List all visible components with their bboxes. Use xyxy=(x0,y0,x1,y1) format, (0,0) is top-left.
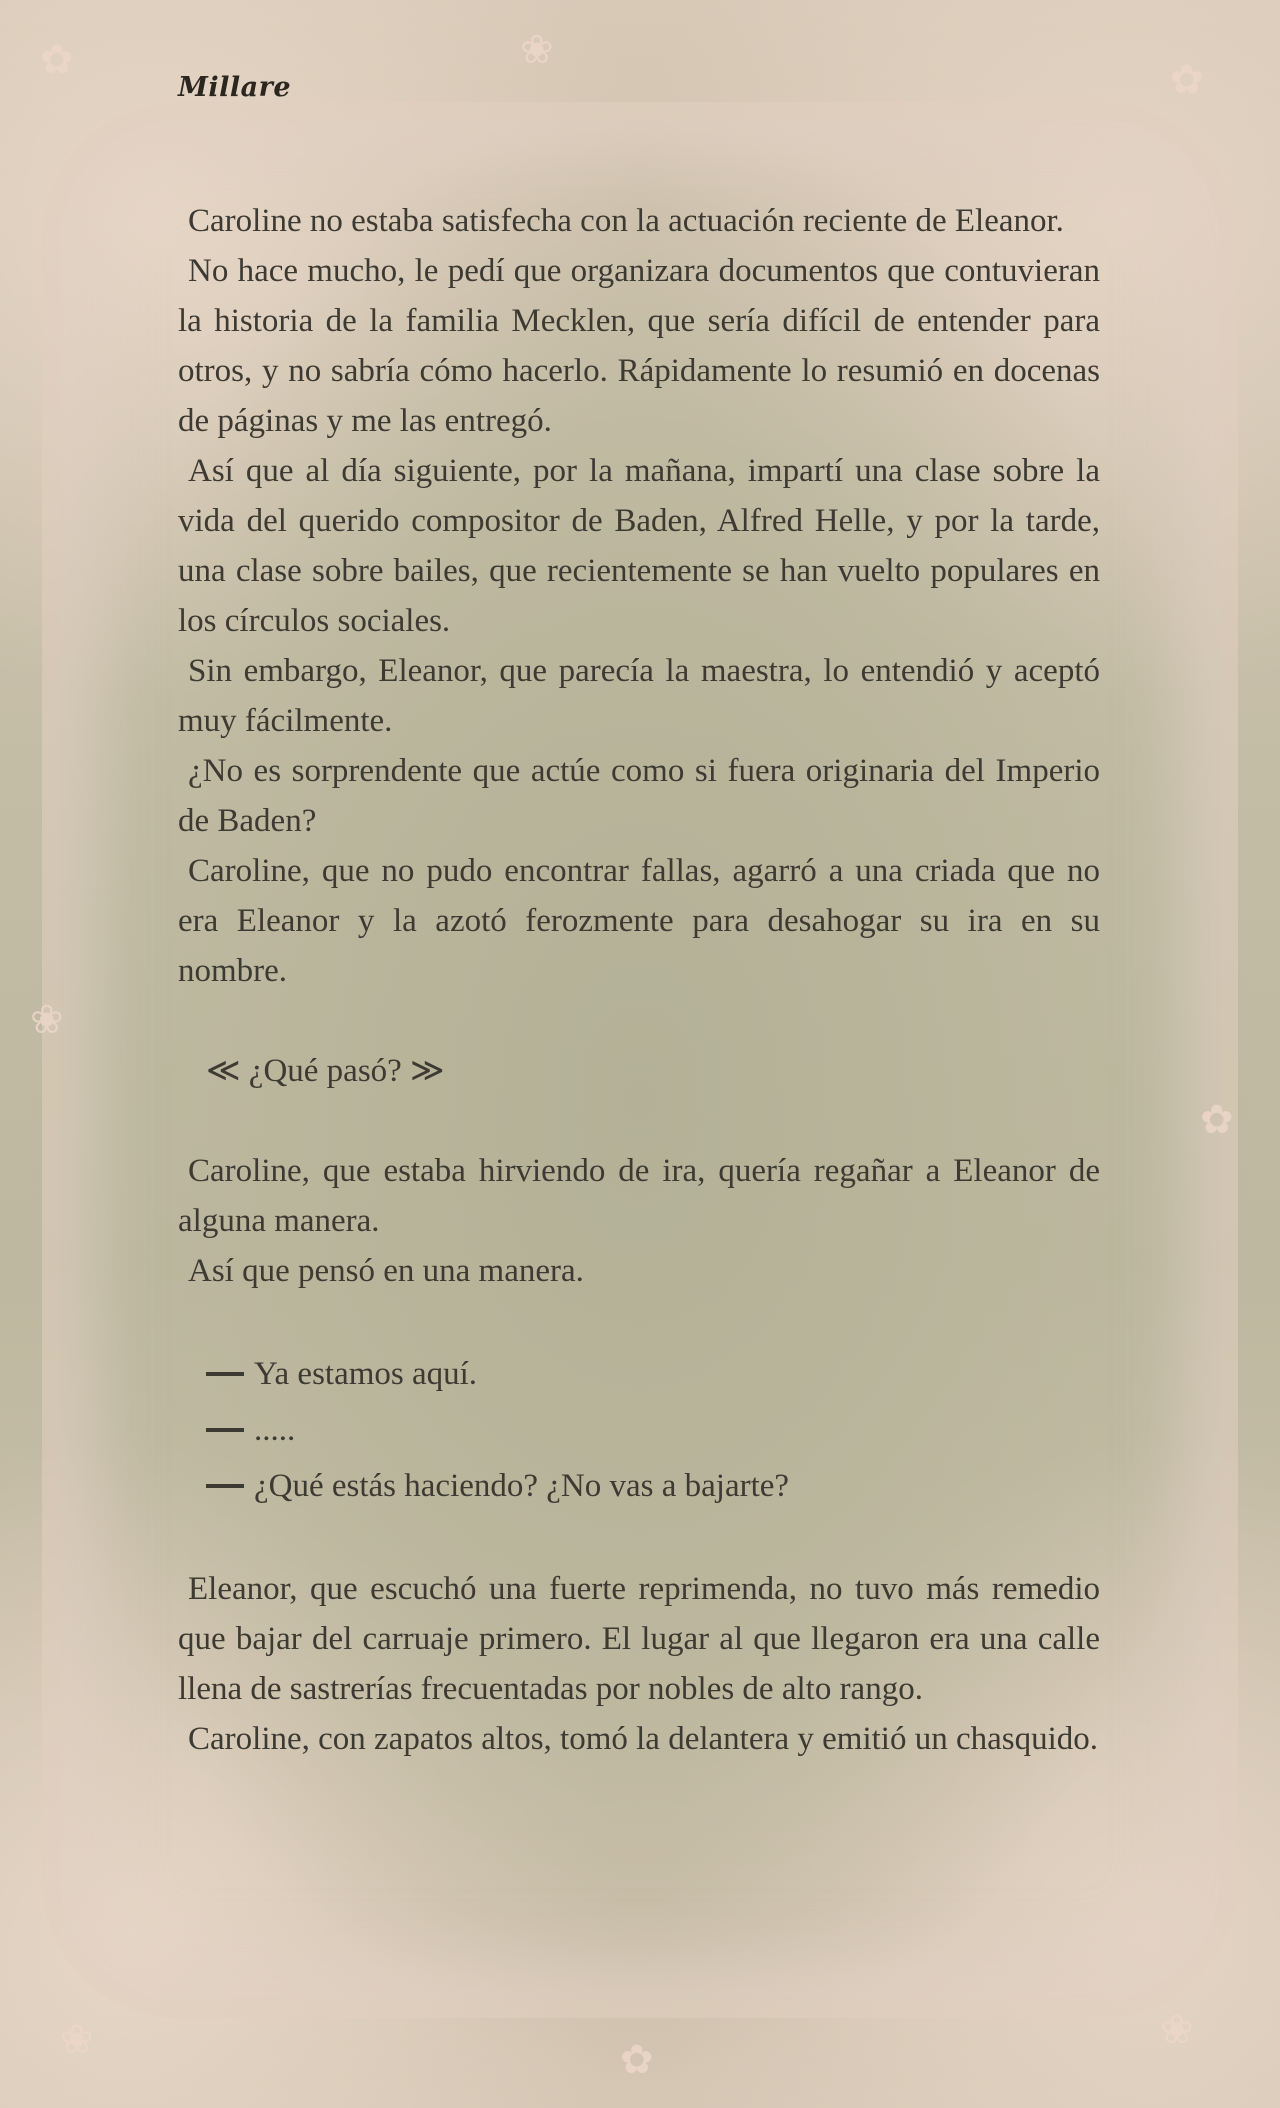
page-body xyxy=(178,196,1100,1764)
flower-ornament-icon: ❀ xyxy=(520,27,554,73)
paragraph: Caroline, que estaba hirviendo de ira, quería regañar a Eleanor de alguna manera. xyxy=(178,1153,1100,1239)
dialogue-text: ¿Qué estás haciendo? ¿No vas a bajarte? xyxy=(254,1468,790,1504)
spacer xyxy=(178,1296,1100,1346)
spacer xyxy=(178,1514,1100,1564)
dialogue-text: ..... xyxy=(254,1412,296,1448)
paragraph: Eleanor, que escuchó una fuerte reprimenda, no tuvo más remedio que bajar del carruaje primero. El lugar al que llegaron era una calle llena de sastrerías frecuentadas por nobles de alto rango. xyxy=(178,1571,1100,1707)
paragraph: Caroline, que no pudo encontrar fallas, agarró a una criada que no era Eleanor y la azotó ferozmente para desahogar su ira en su nombre. xyxy=(178,853,1100,989)
flower-ornament-icon: ❀ xyxy=(60,2017,94,2063)
paragraph: Sin embargo, Eleanor, que parecía la maestra, lo entendió y aceptó muy fácilmente. xyxy=(178,653,1100,739)
flower-ornament-icon: ✿ xyxy=(1170,57,1204,103)
paragraph: Caroline no estaba satisfecha con la actuación reciente de Eleanor. xyxy=(188,203,1064,239)
flower-ornament-icon: ✿ xyxy=(40,37,74,83)
em-dash-mark xyxy=(206,1428,244,1432)
dialogue-line xyxy=(178,1402,1100,1458)
book-title-header: Millare xyxy=(178,72,292,103)
paragraph: ¿No es sorprendente que actúe como si fuera originaria del Imperio de Baden? xyxy=(178,753,1100,839)
scene-break: ≪ ¿Qué pasó? ≫ xyxy=(206,1053,445,1089)
dialogue-text: Ya estamos aquí. xyxy=(254,1356,478,1392)
paragraph: No hace mucho, le pedí que organizara documentos que contuvieran la historia de la familia Mecklen, que sería difícil de entender para otros, y no sabría cómo hacerlo. Rápidamente lo resumió en docenas de páginas y me las entregó. xyxy=(178,253,1100,439)
flower-ornament-icon: ✿ xyxy=(1200,1097,1234,1143)
dialogue-line xyxy=(178,1346,1100,1402)
spacer xyxy=(178,996,1100,1046)
paragraph: Caroline, con zapatos altos, tomó la delantera y emitió un chasquido. xyxy=(188,1721,1098,1757)
dialogue-line xyxy=(178,1458,1100,1514)
spacer xyxy=(178,1096,1100,1146)
paragraph: Así que al día siguiente, por la mañana, impartí una clase sobre la vida del querido compositor de Baden, Alfred Helle, y por la tarde, una clase sobre bailes, que recientemente se han vuelto populares en los círculos sociales. xyxy=(178,453,1100,639)
paragraph: Así que pensó en una manera. xyxy=(188,1253,584,1289)
em-dash-mark xyxy=(206,1484,244,1488)
flower-ornament-icon: ❀ xyxy=(30,997,64,1043)
em-dash-mark xyxy=(206,1372,244,1376)
flower-ornament-icon: ✿ xyxy=(620,2037,654,2083)
flower-ornament-icon: ❀ xyxy=(1160,2007,1194,2053)
